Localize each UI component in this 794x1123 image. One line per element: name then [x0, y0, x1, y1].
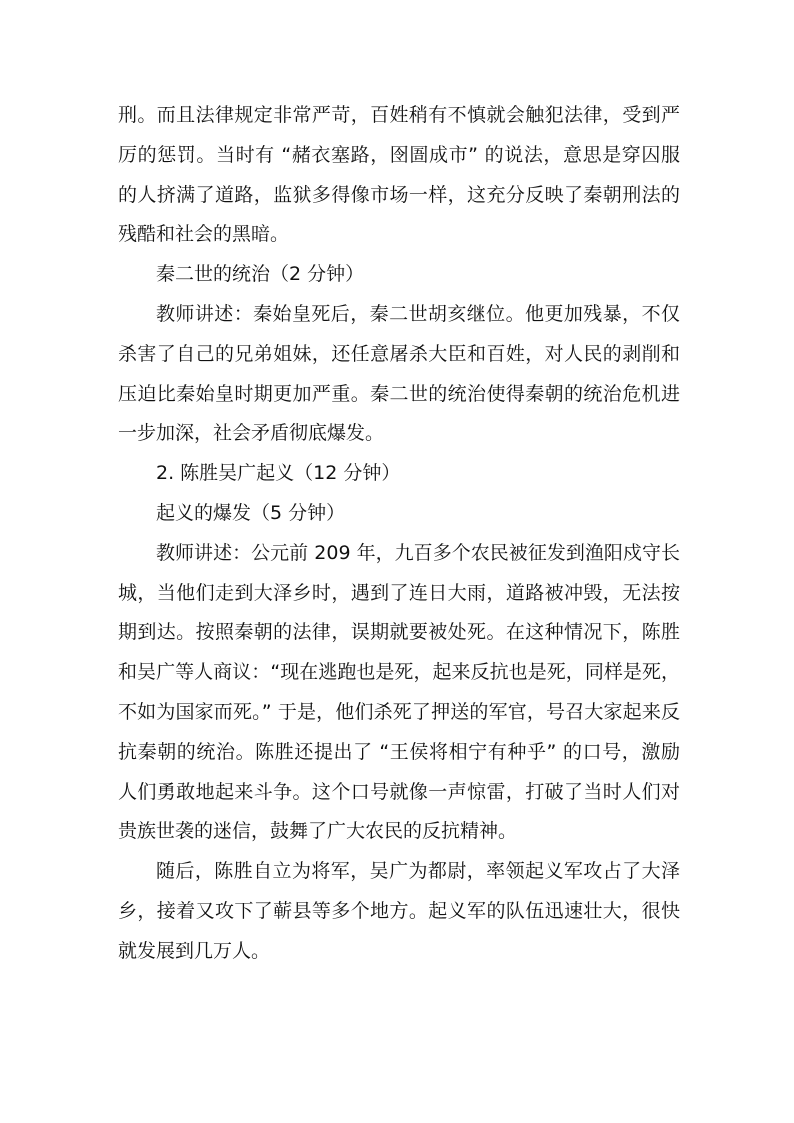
paragraph-punishment: 刑。而且法律规定非常严苛，百姓稍有不慎就会触犯法律，受到严厉的惩罚。当时有 “赭衣塞路，囹圄成市” 的说法，意思是穿囚服的人挤满了道路，监狱多得像市场一样，这充分反映了秦朝刑法的残酷和社会的黑暗。	[118, 104, 680, 246]
paragraph-qin-ershi: 教师讲述：秦始皇死后，秦二世胡亥继位。他更加残暴，不仅杀害了自己的兄弟姐妹，还任意屠杀大臣和百姓，对人民的剥削和压迫比秦始皇时期更加严重。秦二世的统治使得秦朝的统治危机进一步加深，社会矛盾彻底爆发。	[118, 302, 680, 445]
paragraph-uprising: 教师讲述：公元前 209 年，九百多个农民被征发到渔阳戍守长城，当他们走到大泽乡时，遇到了连日大雨，道路被冲毁，无法按期到达。按照秦朝的法律，误期就要被处死。在这种情况下，陈胜和吴广等人商议：“现在逃跑也是死，起来反抗也是死，同样是死，不如为国家而死。” 于是，他们杀死了押送的军官，号召大家起来反抗秦朝的统治。陈胜还提出了 “王侯将相宁有种乎” 的口号，激励人们勇敢地起来斗争。这个口号就像一声惊雷，打破了当时人们对贵族世袭的迷信，鼓舞了广大农民的反抗精神。	[118, 541, 680, 843]
heading-uprising-outbreak: 起义的爆发（5 分钟）	[156, 501, 346, 524]
heading-qin-ershi-rule: 秦二世的统治（2 分钟）	[156, 263, 365, 286]
heading-chen-sheng-wu-guang: 2. 陈胜吴广起义（12 分钟）	[156, 462, 401, 485]
paragraph-aftermath: 随后，陈胜自立为将军，吴广为都尉，率领起义军攻占了大泽乡，接着又攻下了蕲县等多个地方。起义军的队伍迅速壮大，很快就发展到几万人。	[118, 860, 680, 962]
document-body	[118, 96, 680, 972]
